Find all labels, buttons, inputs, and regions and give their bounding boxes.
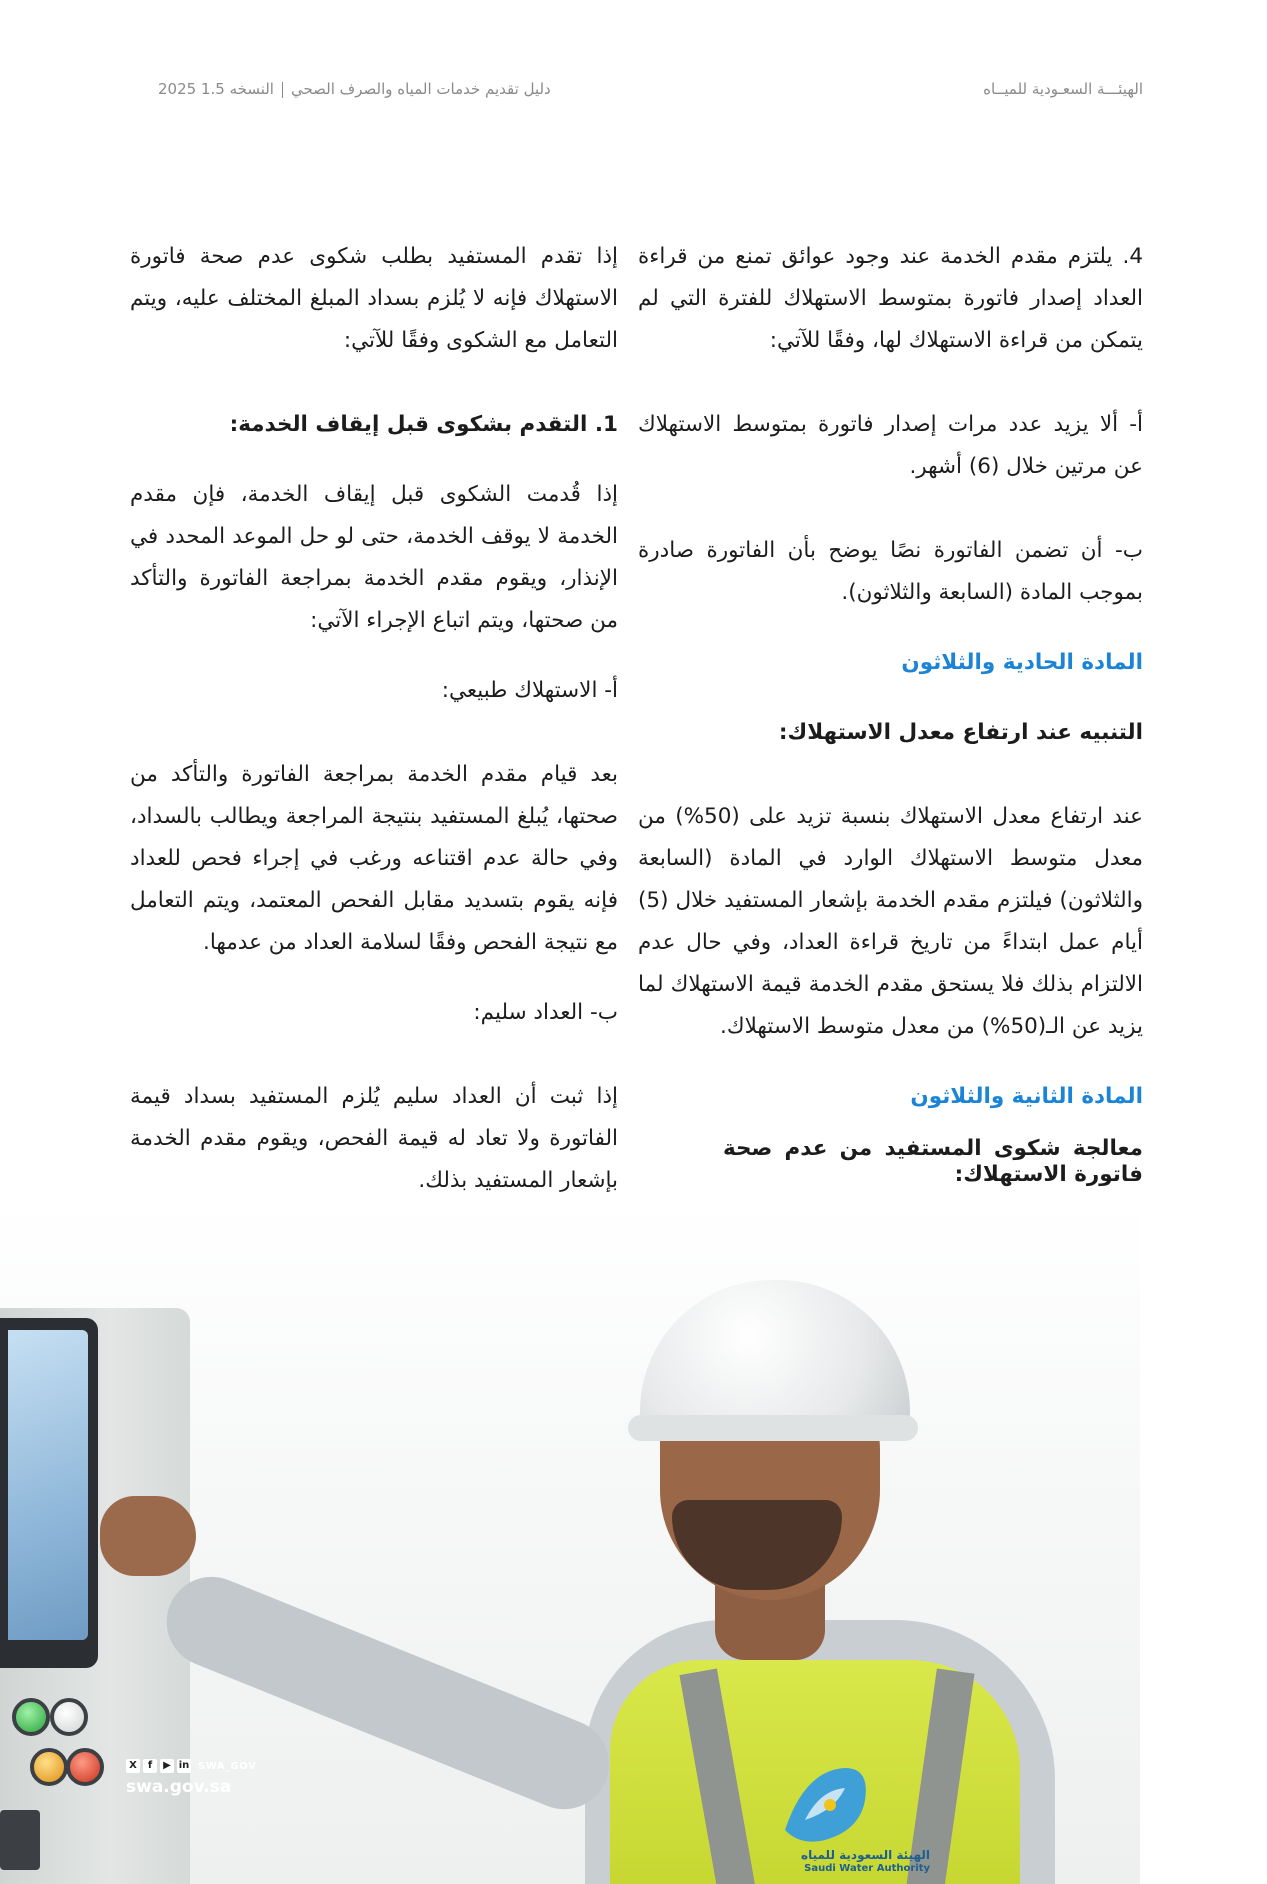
complaint-intro: إذا تقدم المستفيد بطلب شكوى عدم صحة فاتورة الاستهلاك فإنه لا يُلزم بسداد المبلغ المختلف عليه، ويتم التعامل مع الشكوى وفقًا للآتي: bbox=[130, 244, 618, 353]
swa-logo-icon bbox=[775, 1760, 875, 1846]
linkedin-icon[interactable]: in bbox=[178, 1760, 190, 1771]
item-a-body: بعد قيام مقدم الخدمة بمراجعة الفاتورة والتأكد من صحتها، يُبلغ المستفيد بنتيجة المراجعة ويطالب بالسداد، وفي حالة عدم اقتناعه ورغب في إجراء فحص للعداد فإنه يقوم بتسديد مقابل الفحص المعتمد، ويتم التعامل مع نتيجة الفحص وفقًا لسلامة العداد من عدمها. bbox=[130, 762, 618, 955]
social-handle: SWA_GOV bbox=[198, 1760, 257, 1772]
article-32-title: المادة الثانية والثلاثون bbox=[910, 1084, 1143, 1109]
header-doc-info bbox=[158, 80, 551, 98]
panel-switch bbox=[0, 1810, 40, 1870]
item-b-heading: ب- العداد سليم: bbox=[473, 1000, 618, 1025]
paragraph-item-4a: أ- ألا يزيد عدد مرات إصدار فاتورة بمتوسط الاستهلاك عن مرتين خلال (6) أشهر. bbox=[638, 412, 1143, 479]
facebook-icon[interactable]: f bbox=[143, 1759, 157, 1773]
paragraph-item-4b: ب- أن تضمن الفاتورة نصًا يوضح بأن الفاتورة صادرة بموجب المادة (السابعة والثلاثون). bbox=[638, 538, 1143, 605]
header-org-name: الهيئـــة السعـودية للميــاه bbox=[983, 80, 1143, 98]
item-1-body: إذا قُدمت الشكوى قبل إيقاف الخدمة، فإن مقدم الخدمة لا يوقف الخدمة، حتى لو حل الموعد المحدد في الإنذار، ويقوم مقدم الخدمة بمراجعة الفاتورة والتأكد من صحتها، ويتم اتباع الإجراء الآتي: bbox=[130, 482, 618, 633]
article-31-body: عند ارتفاع معدل الاستهلاك بنسبة تزيد على (50%) من معدل متوسط الاستهلاك الوارد في المادة (السابعة والثلاثون) فيلتزم مقدم الخدمة بإشعار المستفيد خلال (5) أيام عمل ابتداءً من تاريخ قراءة العداد، وفي حال عدم الالتزام بذلك فلا يستحق مقدم الخدمة قيمة الاستهلاك لما يزيد عن الـ(50%) من معدل متوسط الاستهلاك. bbox=[638, 804, 1143, 1039]
worker-hand bbox=[100, 1496, 196, 1576]
red-indicator-light bbox=[66, 1748, 104, 1786]
item-a-heading: أ- الاستهلاك طبيعي: bbox=[441, 678, 618, 703]
vest-logo-text-en: Saudi Water Authority bbox=[804, 1863, 930, 1874]
header-doc-title: دليل تقديم خدمات المياه والصرف الصحي bbox=[290, 80, 551, 98]
article-31-title: المادة الحادية والثلاثون bbox=[901, 650, 1143, 675]
green-indicator-light bbox=[12, 1698, 50, 1736]
website-link[interactable]: swa.gov.sa bbox=[126, 1777, 232, 1797]
panel-screen bbox=[8, 1330, 88, 1640]
vest-logo-text bbox=[770, 1848, 930, 1876]
article-32-heading: معالجة شكوى المستفيد من عدم صحة فاتورة الاستهلاك: bbox=[723, 1136, 1143, 1187]
right-column bbox=[638, 236, 1143, 1188]
item-1-heading: 1. التقدم بشكوى قبل إيقاف الخدمة: bbox=[229, 412, 618, 437]
vest-logo-text-ar: الهيئة السعودية للمياه bbox=[801, 1848, 930, 1862]
youtube-icon[interactable]: ▶ bbox=[160, 1759, 174, 1773]
social-links bbox=[126, 1759, 256, 1773]
header-separator bbox=[282, 82, 283, 98]
header-version: النسخه 1.5 2025 bbox=[158, 80, 274, 98]
amber-indicator-light bbox=[30, 1748, 68, 1786]
paragraph-item-4: 4. يلتزم مقدم الخدمة عند وجود عوائق تمنع من قراءة العداد إصدار فاتورة بمتوسط الاستهلاك للفترة التي لم يتمكن من قراءة الاستهلاك لها، وفقًا للآتي: bbox=[638, 244, 1143, 353]
article-31-heading: التنبيه عند ارتفاع معدل الاستهلاك: bbox=[778, 720, 1143, 745]
x-icon[interactable]: X bbox=[126, 1759, 140, 1773]
item-b-body: إذا ثبت أن العداد سليم يُلزم المستفيد بسداد قيمة الفاتورة ولا تعاد له قيمة الفحص، ويقوم مقدم الخدمة بإشعار المستفيد بذلك. bbox=[130, 1084, 618, 1193]
hard-hat-brim bbox=[628, 1415, 918, 1441]
white-indicator-light bbox=[50, 1698, 88, 1736]
left-column bbox=[130, 236, 618, 1202]
